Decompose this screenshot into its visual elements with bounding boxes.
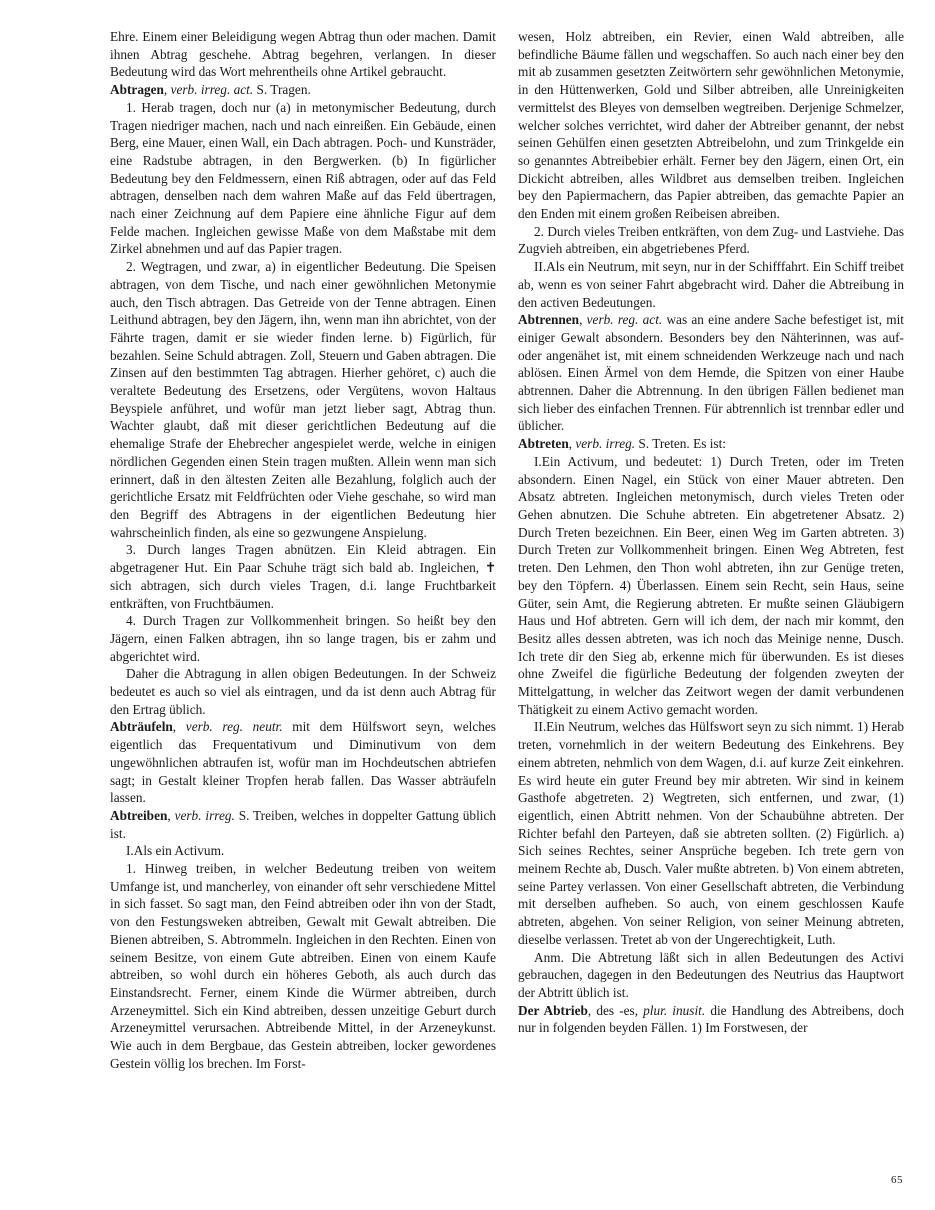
entry-grammar: verb. reg. act. bbox=[586, 312, 663, 328]
body-paragraph: Daher die Abtragung in allen obigen Bedeutungen. In der Schweiz bedeutet es auch so viel als eintragen, und da ist denn auch Abtrag für den Ertrag üblich. bbox=[110, 666, 496, 717]
entry-text: S. Treiben, welches in doppelter Gattung üblich ist. bbox=[110, 807, 497, 841]
body-paragraph: wesen, Holz abtreiben, ein Revier, einen Wald abtreiben, alle befindliche Bäume fällen und wegschaffen. So auch nach einer bey den mit ab zusammen gesetzten Zeitwörtern sehr gewöhnlichen Metonymie, in den Hüttenwerken, Gold und Silber abtreiben, alle Unreinigkeiten vermittelst des Bleyes von demselben wegtreiben. Derjenige Schmelzer, welcher solches verrichtet, wird daher der Abtreiber genannt, der nebst seinen Gehülfen einen gesetzten Abtreibelohn, und zum Trinkgelde ein so genanntes Abtreibebier erhält. Ferner bey den Jägern, einen Ort, ein Dickicht abtreiben, alles Wildbret aus demselben treiben. Ingleichen bey den Papiermachern, das Papier abtreiben, das gemachte Papier an den Enden mit einem großen Reibeisen abreiben. bbox=[518, 29, 904, 222]
body-paragraph: Anm. Die Abtretung läßt sich in allen Bedeutungen des Activi gebrauchen, dagegen in den Bedeutungen des Neutrius das Hauptwort der Abtritt üblich ist. bbox=[518, 949, 904, 1000]
body-paragraph: 1. Hinweg treiben, in welcher Bedeutung treiben von weitem Umfange ist, und mancherley, von einander oft sehr verschiedene Mittel in sich fasset. So sagt man, den Feind abtreiben oder ihn von der Stadt, von den Festungsweken abtreiben, Gewalt mit Gewalt abtreiben. Die Bienen abtreiben, S. Abtrommeln. Ingleichen in den Rechten. Einen von seinem Besitze, von einem Gute abtreiben. Einen von einem Kaufe abtreiben, so wohl durch ein höheres Geboth, als auch durch das Einstandsrecht. Ferner, einem Kinde die Würmer abtreiben, durch Arzeneymittel. Sich ein Kind abtreiben, dessen unzeitige Geburt durch Arzeneymittel verursachen. Abtreibende Mittel, in der Arzeneykunst. Wie auch in dem Bergbaue, das Gestein abtreiben, locker gewordenes Gestein völlig los brechen. Im Forst- bbox=[110, 861, 496, 1071]
dictionary-entry bbox=[110, 807, 496, 842]
entry-headword: Abtragen bbox=[110, 82, 164, 98]
entry-headword: Abträufeln bbox=[110, 719, 173, 735]
body-paragraph: I.Als ein Activum. bbox=[126, 843, 225, 859]
dictionary-entry bbox=[110, 81, 496, 99]
body-paragraph: 2. Wegtragen, und zwar, a) in eigentlicher Bedeutung. Die Speisen abtragen, von dem Tische, und nach einer gewöhnlichen Metonymie auch, den Tisch abtragen. Das Getreide von der Tenne abtragen. Einen Leithund abtragen, bey den Jägern, ihn, wenn man ihn abrichtet, von der Fährte tragen, damit er sie wieder finden lerne. b) Figürlich, für bezahlen. Seine Schuld abtragen. Zoll, Steuern und Gaben abtragen. Die Zinsen auf den bestimmten Tag abtragen. Hierher gehöret, c) auch die veraltete Bedeutung des Ersetzens, oder Vergütens, wovon Haltaus Beyspiele anführet, und wofür man jetzt lieber sagt, Abtrag thun. Wachter glaubt, daß mit dieser gerichtlichen Bedeutung auf die ehemalige Strafe der Ehebrecher angespielet werde, welche in einigen nördlichen Gegenden einen Stein tragen mußten. Allein wenn man sich erinnert, daß in den ältesten Zeiten alle Bezahlung, folglich auch der gerichtliche Ersatz mit Feldfrüchten oder Viehe geschahe, so wird man den Begriff des Abtragens in der eigentlichen Bedeutung hier wahrscheinlich finden, als eine so gezwungene Anspielung. bbox=[110, 259, 496, 540]
page-number: 65 bbox=[891, 1174, 903, 1186]
entry-separator: , bbox=[167, 807, 175, 823]
body-paragraph: II.Ein Neutrum, welches das Hülfswort seyn zu sich nimmt. 1) Herab treten, vornehmlich in der weitern Bedeutung des Einkehrens. Bey einem abtreten, nehmlich von dem Wagen, d.i. auf kurze Zeit einkehren. Es wird heute ein guter Freund bey mir abtreten. Wir sind in keinem Gasthofe abgetreten. 2) Wegtreten, sich entfernen, und zwar, (1) eigentlich, einen Abtritt nehmen. Von der Schaubühne abtreten. Der Richter befahl den Parteyen, daß sie abtreten sollten. (2) Figürlich. a) Sich seines Rechtes, seiner Ansprüche begeben. Ich trete gern von meinem Rechte ab, Dusch. Valer mußte abtreten. b) Von einem abtreten, seine Partey verlassen. Von einer Gesellschaft abtreten, die Verbindung mit derselben aufheben. So auch, von einem geschlossen Kaufe abtreten, abgehen. Von seiner Religion, von seiner Meinung abtreten, dieselbe verlassen. Tretet ab von der Ungerechtigkeit, Luth. bbox=[518, 719, 904, 947]
entry-separator: , bbox=[163, 82, 171, 98]
entry-text: die Handlung des Abtreibens, doch nur in folgenden beyden Fällen. 1) Im Forstwesen, der bbox=[518, 1002, 905, 1036]
dictionary-entry bbox=[110, 718, 496, 807]
entry-headword: Der Abtrieb bbox=[518, 1002, 588, 1018]
entry-grammar: verb. irreg. act. bbox=[170, 82, 254, 98]
entry-separator: , des -es, bbox=[587, 1002, 644, 1018]
body-paragraph: II.Als ein Neutrum, mit seyn, nur in der Schifffahrt. Ein Schiff treibet ab, wenn es von seiner Fahrt abgebracht wird. Daher die Abtreibung in den activen Bedeutungen. bbox=[518, 259, 904, 310]
body-paragraph: 1. Herab tragen, doch nur (a) in metonymischer Bedeutung, durch Tragen niedriger machen, nach und nach einreißen. Ein Gebäude, einen Berg, eine Mauer, einen Wall, ein Dach abtragen. Poch- und Kunsträder, eine Radstube abtragen, in den Bergwerken. (b) In figürlicher Bedeutung bey den Feldmessern, einen Riß abtragen, oder auf das Feld abtragen, denselben nach dem wahren Maße auf das Feld übertragen, nach einer Zeichnung auf dem Papiere eine ähnliche Figur auf dem Felde machen. Ingleichen gewisse Maße von dem Maßstabe mit dem Zirkel abnehmen und auf das Papier tragen. bbox=[110, 99, 496, 257]
body-paragraph: I.Ein Activum, und bedeutet: 1) Durch Treten, oder im Treten absondern. Einen Nagel, ein Stück von einer Mauer abtreten. Den Absatz abtreten. Ingleichen metonymisch, durch vieles Treten oder Gehen abnutzen. Die Schuhe abtreten. Ein abgetretener Absatz. 2) Durch Treten bezeichnen. Ein Beer, einen Weg im Garten abtreten. 3) Durch Treten zur Vollkommenheit bringen. Einen Weg Abtreten, fest treten. Den Lehmen, den Thon wohl abtreten, ihn zur Genüge treten, bey den Töpfern. 4) Überlassen. Einem sein Recht, sein Haus, seine Güter, sein Amt, die Regierung abtreten. Er mußte seinen Gläubigern Haus und Hof abtreten. Gern will ich dem, der nach mir kommt, den Besitz alles dessen abtreten, was ich noch das Meinige nenne, Dusch. Ich trete dir den Sieg ab, erkenne mich für überwunden. Es ist dieses ohne Zweifel die figürliche Bedeutung der folgenden zweyten der Mittelgattung, in welcher das Zeitwort wegen der damit verbundenen Thätigkeit zu einem Activo gemacht worden. bbox=[518, 453, 904, 717]
entry-headword: Abtreiben bbox=[110, 807, 168, 823]
dictionary-entry bbox=[518, 311, 904, 435]
entry-grammar: verb. irreg. bbox=[174, 807, 235, 823]
body-paragraph: Ehre. Einem einer Beleidigung wegen Abtrag thun oder machen. Damit ihnen Abtrag geschehe. Abtrag begehren, verlangen. In dieser Bedeutung wird das Wort mehrentheils ohne Artikel gebraucht. bbox=[110, 29, 496, 80]
left-column bbox=[110, 28, 496, 1072]
entry-text: mit dem Hülfswort seyn, welches eigentlich das Frequentativum und Diminutivum von dem ungewöhnlichen abtraufen ist, wofür man im Hochdeutschen abtriefen sagt; in Gestalt kleiner Tropfen herab fallen. Das Wasser abträufeln lassen. bbox=[110, 719, 496, 806]
entry-text: S. Tragen. bbox=[253, 82, 311, 98]
dictionary-entry bbox=[518, 1002, 904, 1037]
entry-grammar: verb. reg. neutr. bbox=[185, 719, 283, 735]
entry-grammar: plur. inusit. bbox=[643, 1002, 706, 1018]
dictionary-entry bbox=[518, 435, 904, 453]
entry-text: was an eine andere Sache befestiget ist, mit einiger Gewalt absondern. Besonders bey den Nähterinnen, was auf- oder angenähet ist, mit einem schneidenden Werkzeuge nach und nach ablösen. Einen Ärmel von dem Hemde, die Spitzen von einer Haube abtrennen. Daher die Abtrennung. In den übrigen Fällen bedienet man sich lieber des einfachen Trennen. Für abtrennlich ist trennbar edler und üblicher. bbox=[518, 312, 904, 434]
entry-separator: , bbox=[579, 312, 587, 328]
entry-headword: Abtreten bbox=[518, 436, 569, 452]
body-paragraph: 2. Durch vieles Treiben entkräften, von dem Zug- und Lastviehe. Das Zugvieh abtreiben, ein abgetriebenes Pferd. bbox=[518, 223, 904, 257]
body-paragraph: 4. Durch Tragen zur Vollkommenheit bringen. So heißt bey den Jägern, einen Falken abtragen, ihn so lange tragen, bis er zahm und abgerichtet wird. bbox=[110, 613, 496, 664]
right-column bbox=[518, 28, 904, 1037]
entry-grammar: verb. irreg. bbox=[575, 436, 636, 452]
entry-text: S. Treten. Es ist: bbox=[635, 436, 726, 452]
entry-headword: Abtrennen bbox=[518, 312, 580, 328]
entry-separator: , bbox=[568, 436, 576, 452]
entry-separator: , bbox=[172, 719, 186, 735]
body-paragraph: 3. Durch langes Tragen abnützen. Ein Kleid abtragen. Ein abgetragener Hut. Ein Paar Schuhe trägt sich bald ab. Ingleichen, ✝ sich abtragen, sich durch vieles Tragen, d.i. lange Fruchtbarkeit entkräften, von Fruchtbäumen. bbox=[110, 542, 496, 611]
